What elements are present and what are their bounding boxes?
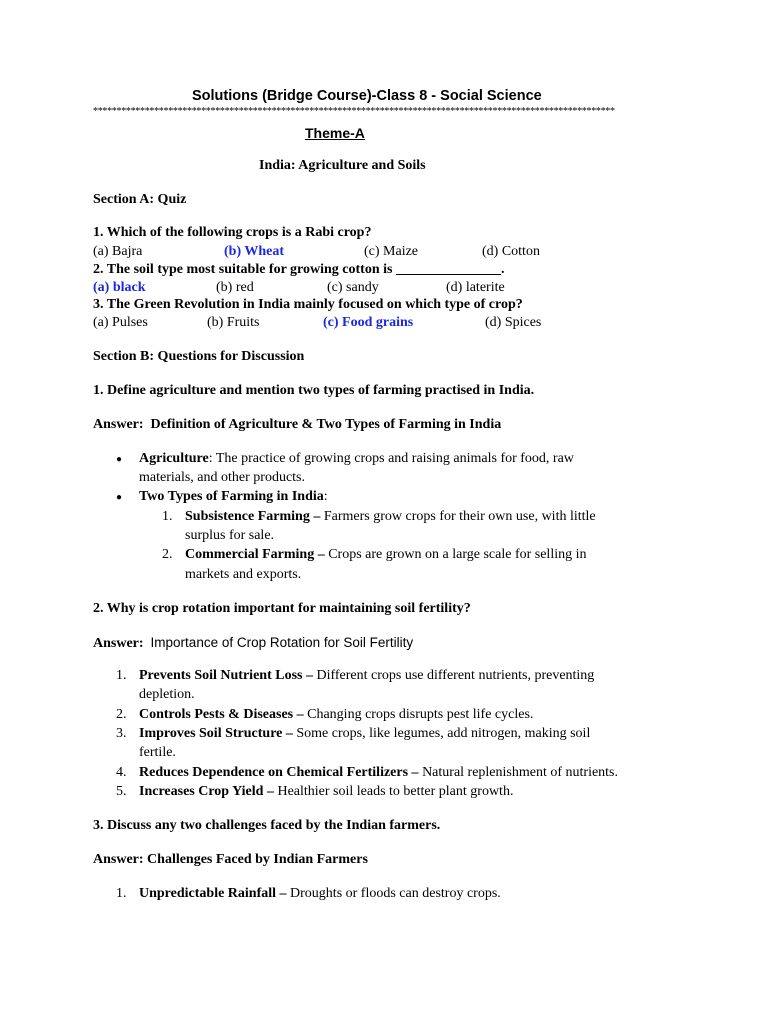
list-item — [139, 783, 513, 801]
sub-item-number: 2. — [162, 547, 173, 562]
bullet-colon: : — [323, 489, 328, 504]
section-a-title: Section A: Quiz — [93, 192, 187, 207]
list-item — [139, 706, 533, 724]
list-number: 3. — [116, 726, 127, 741]
list-item-text: Natural replenishment of nutrients. — [422, 765, 619, 780]
bullet-term: Two Types of Farming in India — [139, 489, 324, 504]
quiz-question-3: 3. The Green Revolution in India mainly focused on which type of crop? — [93, 297, 523, 312]
answer-3-title: Answer: Challenges Faced by Indian Farmers — [93, 852, 368, 867]
list-item — [139, 885, 501, 903]
list-item-text: Different crops use different nutrients, preventing — [316, 668, 595, 683]
q3-option-c-answer: (c) Food grains — [323, 315, 414, 330]
answer-1-title: Definition of Agriculture & Two Types of Farming in India — [150, 417, 502, 432]
list-item-cont: depletion. — [139, 687, 195, 702]
list-item-text: Droughts or floods can destroy crops. — [290, 886, 501, 901]
q2-option-b: (b) red — [216, 280, 254, 295]
list-number: 4. — [116, 765, 127, 780]
list-item-term: Increases Crop Yield – — [139, 784, 274, 799]
subject-heading: India: Agriculture and Soils — [259, 158, 426, 173]
bullet-icon — [116, 488, 122, 507]
q2-option-d: (d) laterite — [446, 280, 505, 295]
sub-item-commercial-cont: markets and exports. — [185, 567, 302, 582]
sub-item-text: Crops are grown on a large scale for selling in — [328, 547, 587, 562]
q3-option-d: (d) Spices — [485, 315, 542, 330]
list-item-term: Controls Pests & Diseases – — [139, 707, 304, 722]
answer-1-line — [93, 416, 501, 434]
discussion-question-2: 2. Why is crop rotation important for maintaining soil fertility? — [93, 601, 471, 616]
list-item-term: Unpredictable Rainfall – — [139, 886, 287, 901]
list-number: 1. — [116, 668, 127, 683]
bullet-agriculture-cont: materials, and other products. — [139, 470, 306, 485]
list-item — [139, 725, 590, 743]
bullet-icon — [116, 450, 122, 469]
sub-item-subsistence — [185, 508, 596, 526]
sub-item-number: 1. — [162, 509, 173, 524]
q2-option-a-answer: (a) black — [93, 280, 146, 295]
bullet-farming-types — [139, 488, 328, 506]
quiz-question-1: 1. Which of the following crops is a Rabi crop? — [93, 225, 372, 240]
list-item-text: Some crops, like legumes, add nitrogen, making soil — [296, 726, 591, 741]
answer-label: Answer: — [93, 417, 144, 432]
bullet-agriculture — [139, 450, 574, 468]
q1-option-b-answer: (b) Wheat — [224, 244, 285, 259]
list-item — [139, 764, 618, 782]
list-number: 2. — [116, 707, 127, 722]
sub-item-text: Farmers grow crops for their own use, with little — [323, 509, 596, 524]
sub-item-term: Commercial Farming – — [185, 547, 325, 562]
list-item-term: Reduces Dependence on Chemical Fertilizers – — [139, 765, 419, 780]
list-item — [139, 667, 594, 685]
sub-item-term: Subsistence Farming – — [185, 509, 321, 524]
q3-option-b: (b) Fruits — [207, 315, 260, 330]
document-title: Solutions (Bridge Course)-Class 8 - Social Science — [192, 88, 542, 104]
bullet-term: Agriculture — [139, 451, 209, 466]
q2-option-c: (c) sandy — [327, 280, 379, 295]
q3-option-a: (a) Pulses — [93, 315, 148, 330]
answer-2-title: Importance of Crop Rotation for Soil Fertility — [150, 635, 414, 650]
quiz-question-2: 2. The soil type most suitable for growing cotton is _______________. — [93, 262, 505, 277]
discussion-question-3: 3. Discuss any two challenges faced by the Indian farmers. — [93, 818, 441, 833]
q1-option-c: (c) Maize — [364, 244, 419, 259]
list-item-term: Prevents Soil Nutrient Loss – — [139, 668, 313, 683]
list-item-text: Healthier soil leads to better plant growth. — [277, 784, 514, 799]
theme-heading: Theme-A — [305, 125, 365, 141]
section-b-title: Section B: Questions for Discussion — [93, 349, 305, 364]
list-item-text: Changing crops disrupts pest life cycles. — [307, 707, 534, 722]
discussion-question-1: 1. Define agriculture and mention two types of farming practised in India. — [93, 383, 535, 398]
list-number: 5. — [116, 784, 127, 799]
star-divider: *************************************************************************************************************** — [93, 106, 615, 117]
list-item-cont: fertile. — [139, 745, 176, 760]
sub-item-commercial — [185, 546, 587, 564]
list-number: 1. — [116, 886, 127, 901]
q1-option-a: (a) Bajra — [93, 244, 143, 259]
answer-label: Answer: — [93, 636, 144, 651]
bullet-text: : The practice of growing crops and raising animals for food, raw — [208, 451, 574, 466]
q1-option-d: (d) Cotton — [482, 244, 540, 259]
sub-item-subsistence-cont: surplus for sale. — [185, 528, 275, 543]
list-item-term: Improves Soil Structure – — [139, 726, 293, 741]
answer-2-line — [93, 634, 413, 653]
